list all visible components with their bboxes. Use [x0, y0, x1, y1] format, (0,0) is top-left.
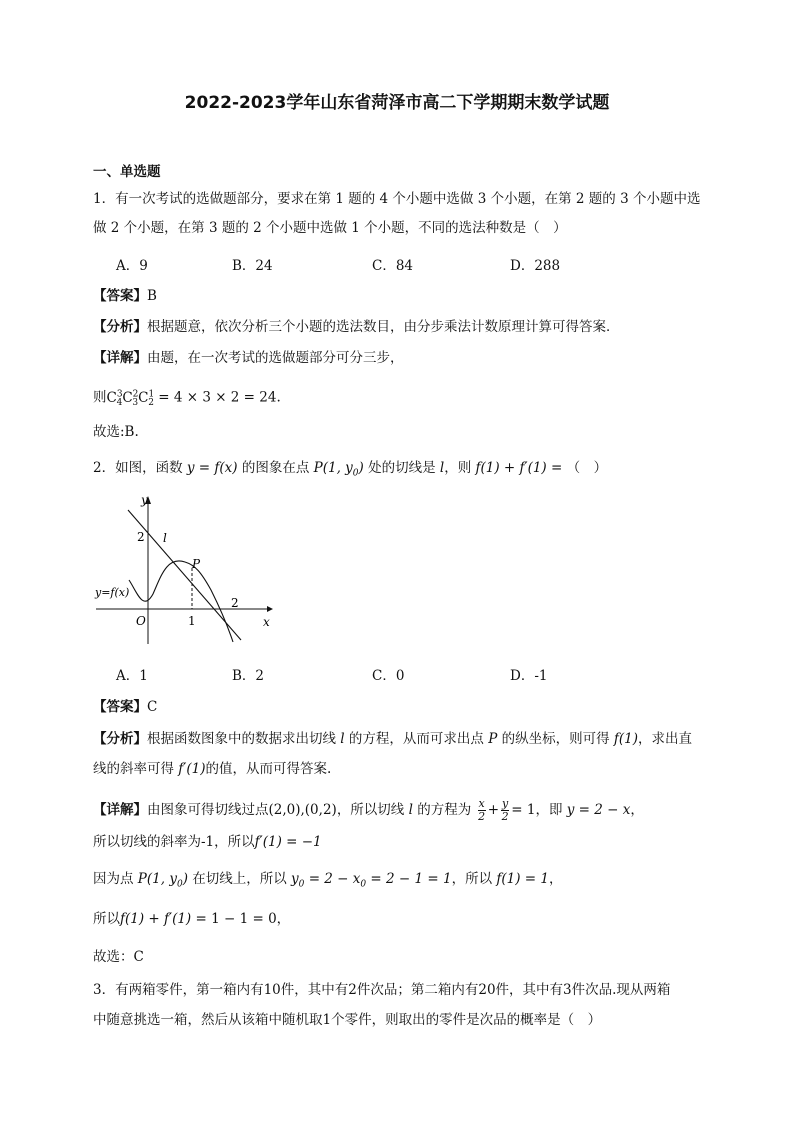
sum-expr: f(1) + f′(1) [120, 911, 196, 927]
function-graph [93, 492, 273, 647]
q1-analysis [93, 318, 620, 336]
q1-calculation [93, 385, 281, 412]
answer-tag: 【答案】 [93, 288, 147, 304]
slope-value: f′(1) = −1 [254, 834, 322, 850]
q1-option-a: A．9 [116, 258, 148, 274]
combination-expression: $C^3_4C^2_3C^1_2$ [106, 389, 155, 409]
point-expr: P(1, $y_0$) [309, 460, 369, 479]
label-l: l [163, 531, 167, 545]
calc-prefix: 则 [93, 389, 107, 406]
q2-conclusion: 故选：C [93, 949, 144, 965]
calc-result: = 4 × 3 × 2 = 24. [158, 389, 281, 406]
page-title: 2022-2023学年山东省菏泽市高二下学期期末数学试题 [184, 93, 610, 113]
q2-detail-line1: 【详解】由图象可得切线过点(2,0),(0,2)，所以切线 l 的方程为 $\frac{x}{2}$ + $\frac{y}{2}$ = 1，即 y = 2 − x， [93, 797, 644, 823]
detail-c: 的方程为 [417, 802, 472, 818]
q1-option-b: B．24 [232, 258, 273, 274]
curve-f [129, 561, 233, 642]
answer-value: C [147, 699, 158, 715]
analysis-line2-a: 线的斜率可得 [93, 761, 174, 777]
q1-text-line2: 做 2 个小题，在第 3 题的 2 个小题中选做 1 个小题，不同的选法种数是（ ） [93, 220, 567, 236]
detail-points: (2,0),(0,2) [268, 802, 337, 818]
label-two-right: 2 [231, 596, 239, 610]
point-p: P [483, 731, 502, 747]
point-text-b: 在切线上，所以 [192, 871, 287, 887]
label-origin: O [136, 614, 146, 628]
analysis-tag: 【分析】 [93, 731, 147, 747]
q2-option-c: C．0 [372, 668, 405, 684]
q2-text-d: ，则 [444, 460, 472, 476]
func-expr: y = f(x) [182, 460, 242, 476]
f-one: f(1) [609, 731, 638, 747]
y0-expr: $y_0 = 2 - x_0 = 2 - 1 = 1$ [286, 871, 452, 890]
q2-slope-line [93, 833, 322, 851]
fraction-y-over-2: $\frac{y}{2}$ [501, 797, 509, 823]
q1-text-line1: 1．有一次考试的选做题部分，要求在第 1 题的 4 个小题中选做 3 个小题，在第 2 题的 3 个小题中选 [93, 191, 701, 207]
q2-text-e: （ ） [566, 460, 608, 476]
point-expr: P(1, $y_0$) [133, 871, 193, 890]
label-function: y=f(x) [95, 586, 130, 599]
q2-answer [93, 698, 157, 716]
q2-analysis-line2 [93, 760, 331, 778]
q1-option-d: D．288 [510, 258, 561, 274]
point-text-c: ，所以 [451, 871, 493, 887]
detail-tag: 【详解】 [93, 802, 147, 818]
answer-tag: 【答案】 [93, 699, 147, 715]
sum-text-a: 所以 [93, 911, 120, 927]
f1-expr: f(1) = 1 [492, 871, 549, 887]
sum-result: = 1 − 1 = 0， [195, 911, 291, 927]
label-x: x [263, 615, 270, 629]
q2-analysis-line1 [93, 730, 692, 748]
analysis-a: 根据函数图象中的数据求出切线 [147, 731, 336, 747]
q1-option-c: C．84 [372, 258, 414, 274]
x-axis-arrow [267, 606, 273, 612]
analysis-b: 的方程，从而可求出点 [348, 731, 484, 747]
detail-a: 由图象可得切线过点 [147, 802, 269, 818]
line-equation: y = 2 − x [562, 802, 631, 818]
label-two-top: 2 [137, 530, 145, 544]
point-text-a: 因为点 [93, 871, 134, 887]
section-heading: 一、单选题 [93, 164, 161, 180]
q2-option-b: B．2 [232, 668, 265, 684]
q2-text-a: 2．如图，函数 [93, 460, 183, 476]
answer-value: B [147, 288, 157, 304]
analysis-tag: 【分析】 [93, 319, 147, 335]
point-text-d: ， [549, 871, 563, 887]
q1-conclusion: 故选:B. [93, 424, 139, 440]
label-y: y [141, 493, 148, 507]
analysis-d: ，求出直 [638, 731, 692, 747]
detail-e: ， [630, 802, 644, 818]
fprime-one: f′(1) [174, 761, 206, 777]
label-p: P [192, 557, 201, 571]
q2-text-c: 处的切线是 [368, 460, 436, 476]
analysis-c: 的纵坐标，则可得 [501, 731, 610, 747]
q1-detail [93, 349, 404, 367]
q2-point-line [93, 870, 563, 894]
line-l: l [404, 802, 418, 818]
sum-expr: f(1) + f′(1) = [471, 460, 567, 476]
q2-text-b: 的图象在点 [241, 460, 310, 476]
q2-text-line1 [93, 459, 607, 483]
label-one: 1 [188, 614, 196, 628]
q2-sum-line [93, 910, 290, 928]
analysis-line2-b: 的值，从而可得答案. [205, 761, 332, 777]
slope-text: 所以切线的斜率为-1，所以 [93, 834, 255, 850]
q1-answer [93, 287, 157, 305]
fraction-x-over-2: $\frac{x}{2}$ [478, 797, 486, 823]
line-l: l [435, 460, 445, 476]
analysis-text: 根据题意，依次分析三个小题的选法数目，由分步乘法计数原理计算可得答案． [147, 319, 620, 335]
line-l: l [336, 731, 349, 747]
q3-text-line1: 3．有两箱零件，第一箱内有10件，其中有2件次品；第二箱内有20件，其中有3件次品.现从两箱 [93, 982, 671, 998]
q3-text-line2: 中随意挑选一箱，然后从该箱中随机取1个零件，则取出的零件是次品的概率是（ ） [93, 1012, 602, 1028]
detail-text: 由题，在一次考试的选做题部分可分三步， [147, 350, 404, 366]
q2-option-a: A．1 [116, 668, 148, 684]
detail-tag: 【详解】 [93, 350, 147, 366]
q2-option-d: D．-1 [510, 668, 548, 684]
detail-b: ，所以切线 [336, 802, 405, 818]
detail-d: = 1，即 [511, 802, 563, 818]
